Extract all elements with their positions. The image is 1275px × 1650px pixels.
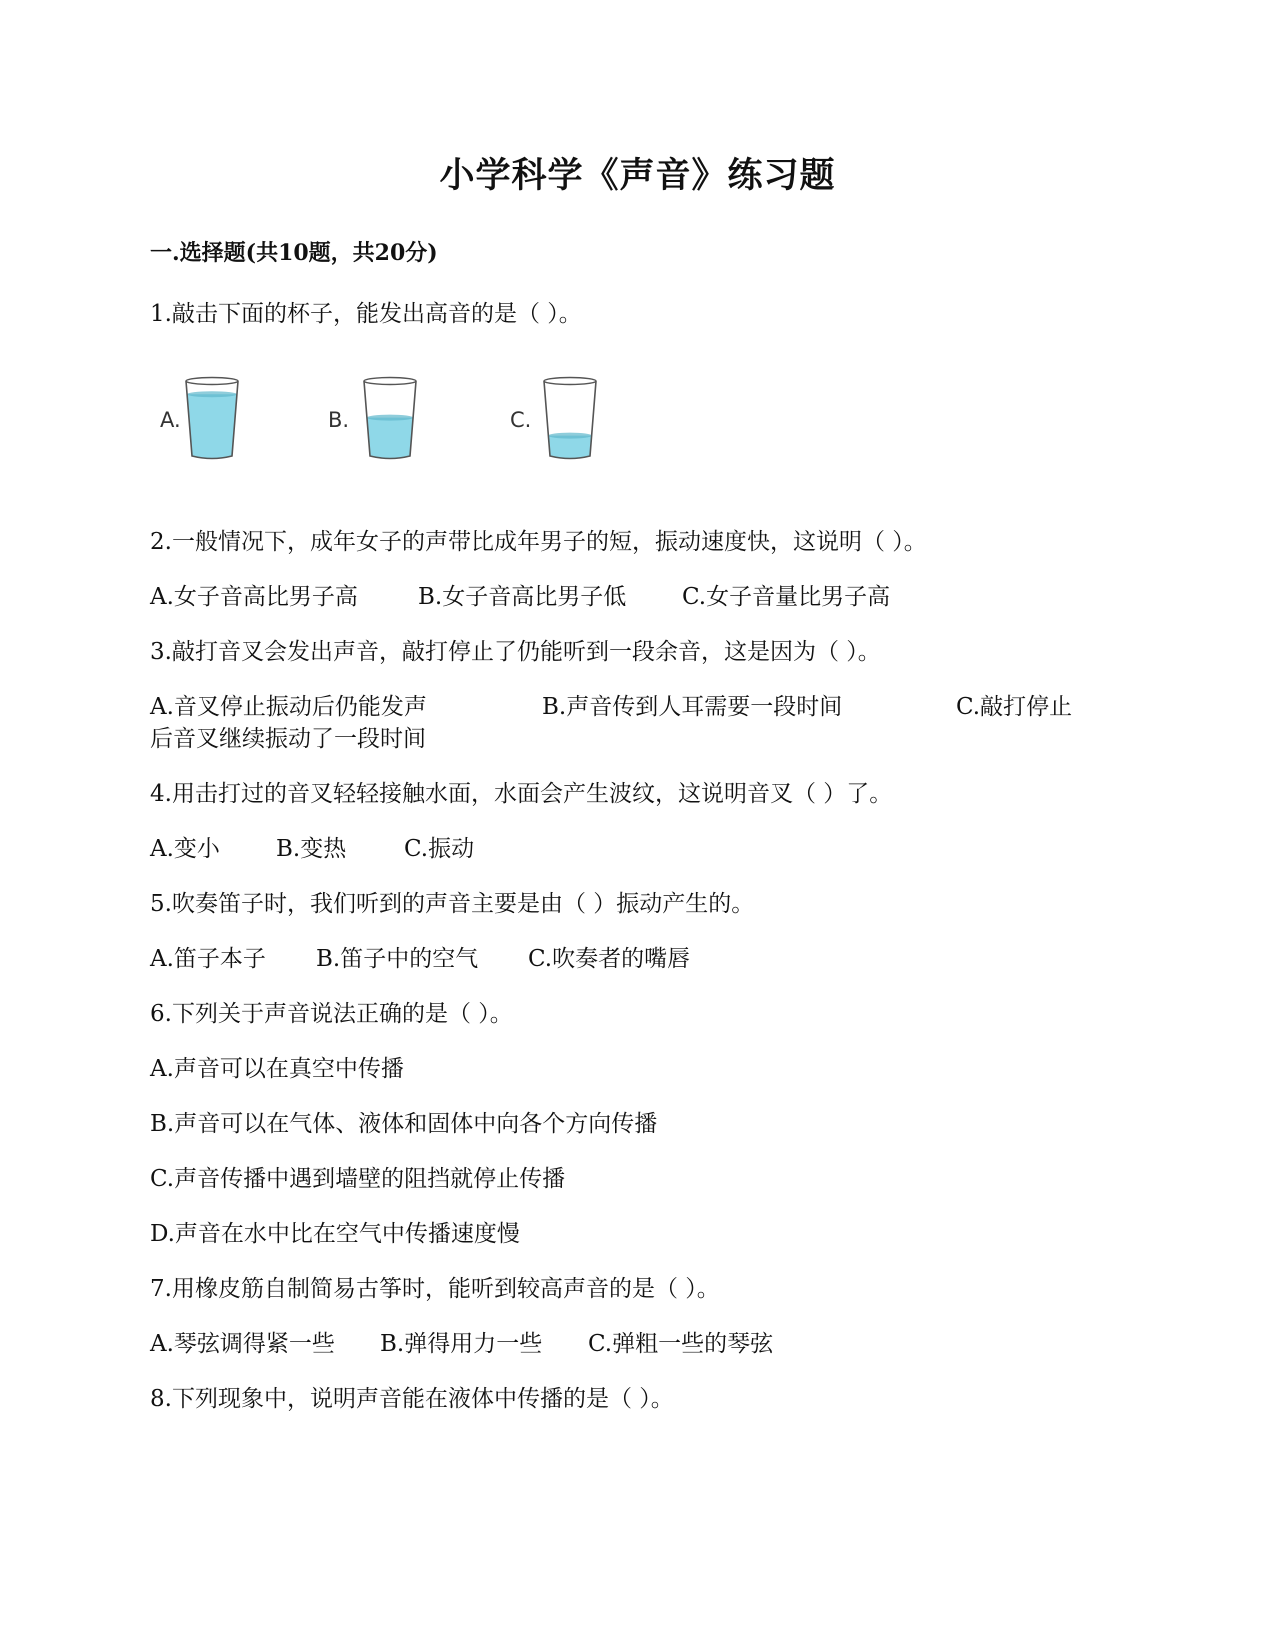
cup-a-glass (182, 375, 242, 465)
question-1-text: 1.敲击下面的杯子，能发出高音的是（ ）。 (150, 301, 582, 327)
cup-c-glass (540, 375, 600, 465)
question-7-text: 7.用橡皮筋自制简易古筝时，能听到较高声音的是（ ）。 (150, 1276, 720, 1302)
water-fill (367, 418, 413, 459)
q7-option-c: C.弹粗一些的琴弦 (588, 1331, 774, 1357)
water-surface (367, 415, 413, 421)
q5-option-b: B.笛子中的空气 (316, 946, 479, 972)
water-surface (548, 433, 592, 439)
q7-option-b: B.弹得用力一些 (380, 1331, 543, 1357)
q5-option-c: C.吹奏者的嘴唇 (528, 946, 691, 972)
question-6-text: 6.下列关于声音说法正确的是（ ）。 (150, 1001, 513, 1027)
q3-option-b: B.声音传到人耳需要一段时间 (542, 694, 843, 720)
q4-option-c: C.振动 (404, 836, 475, 862)
water-fill (548, 436, 592, 459)
glass-rim (186, 378, 238, 385)
section-header: 一.选择题(共10题，共20分) (150, 240, 438, 266)
glass-rim (364, 378, 416, 385)
q6-option-a: A.声音可以在真空中传播 (150, 1056, 404, 1082)
q4-option-b: B.变热 (276, 836, 347, 862)
q7-option-a: A.琴弦调得紧一些 (150, 1331, 335, 1357)
page-title: 小学科学《声音》练习题 (439, 155, 836, 196)
q6-option-c: C.声音传播中遇到墙壁的阻挡就停止传播 (150, 1166, 566, 1192)
question-3-text: 3.敲打音叉会发出声音，敲打停止了仍能听到一段余音，这是因为（ ）。 (150, 639, 881, 665)
water-surface (187, 391, 237, 397)
q6-option-d: D.声音在水中比在空气中传播速度慢 (150, 1221, 520, 1247)
glass-rim (544, 378, 596, 385)
q5-option-a: A.笛子本子 (150, 946, 266, 972)
cup-b-glass (360, 375, 420, 465)
water-fill (187, 394, 237, 458)
q2-option-a: A.女子音高比男子高 (150, 584, 358, 610)
q3-option-a: A.音叉停止振动后仍能发声 (150, 694, 427, 720)
cup-b-label: B. (328, 408, 350, 432)
question-2-text: 2.一般情况下，成年女子的声带比成年男子的短，振动速度快，这说明（ ）。 (150, 529, 927, 555)
q3-option-c-continuation: 后音叉继续振动了一段时间 (150, 726, 426, 752)
question-5-text: 5.吹奏笛子时，我们听到的声音主要是由（ ）振动产生的。 (150, 891, 755, 917)
cups-figure (160, 375, 660, 485)
q6-option-b: B.声音可以在气体、液体和固体中向各个方向传播 (150, 1111, 658, 1137)
question-8-text: 8.下列现象中，说明声音能在液体中传播的是（ ）。 (150, 1386, 674, 1412)
q2-option-b: B.女子音高比男子低 (418, 584, 627, 610)
question-4-text: 4.用击打过的音叉轻轻接触水面，水面会产生波纹，这说明音叉（ ）了。 (150, 781, 893, 807)
cup-a-label: A. (160, 408, 181, 432)
q3-option-c: C.敲打停止 (956, 694, 1073, 720)
q2-option-c: C.女子音量比男子高 (682, 584, 891, 610)
q4-option-a: A.变小 (150, 836, 220, 862)
cup-c-label: C. (510, 408, 532, 432)
